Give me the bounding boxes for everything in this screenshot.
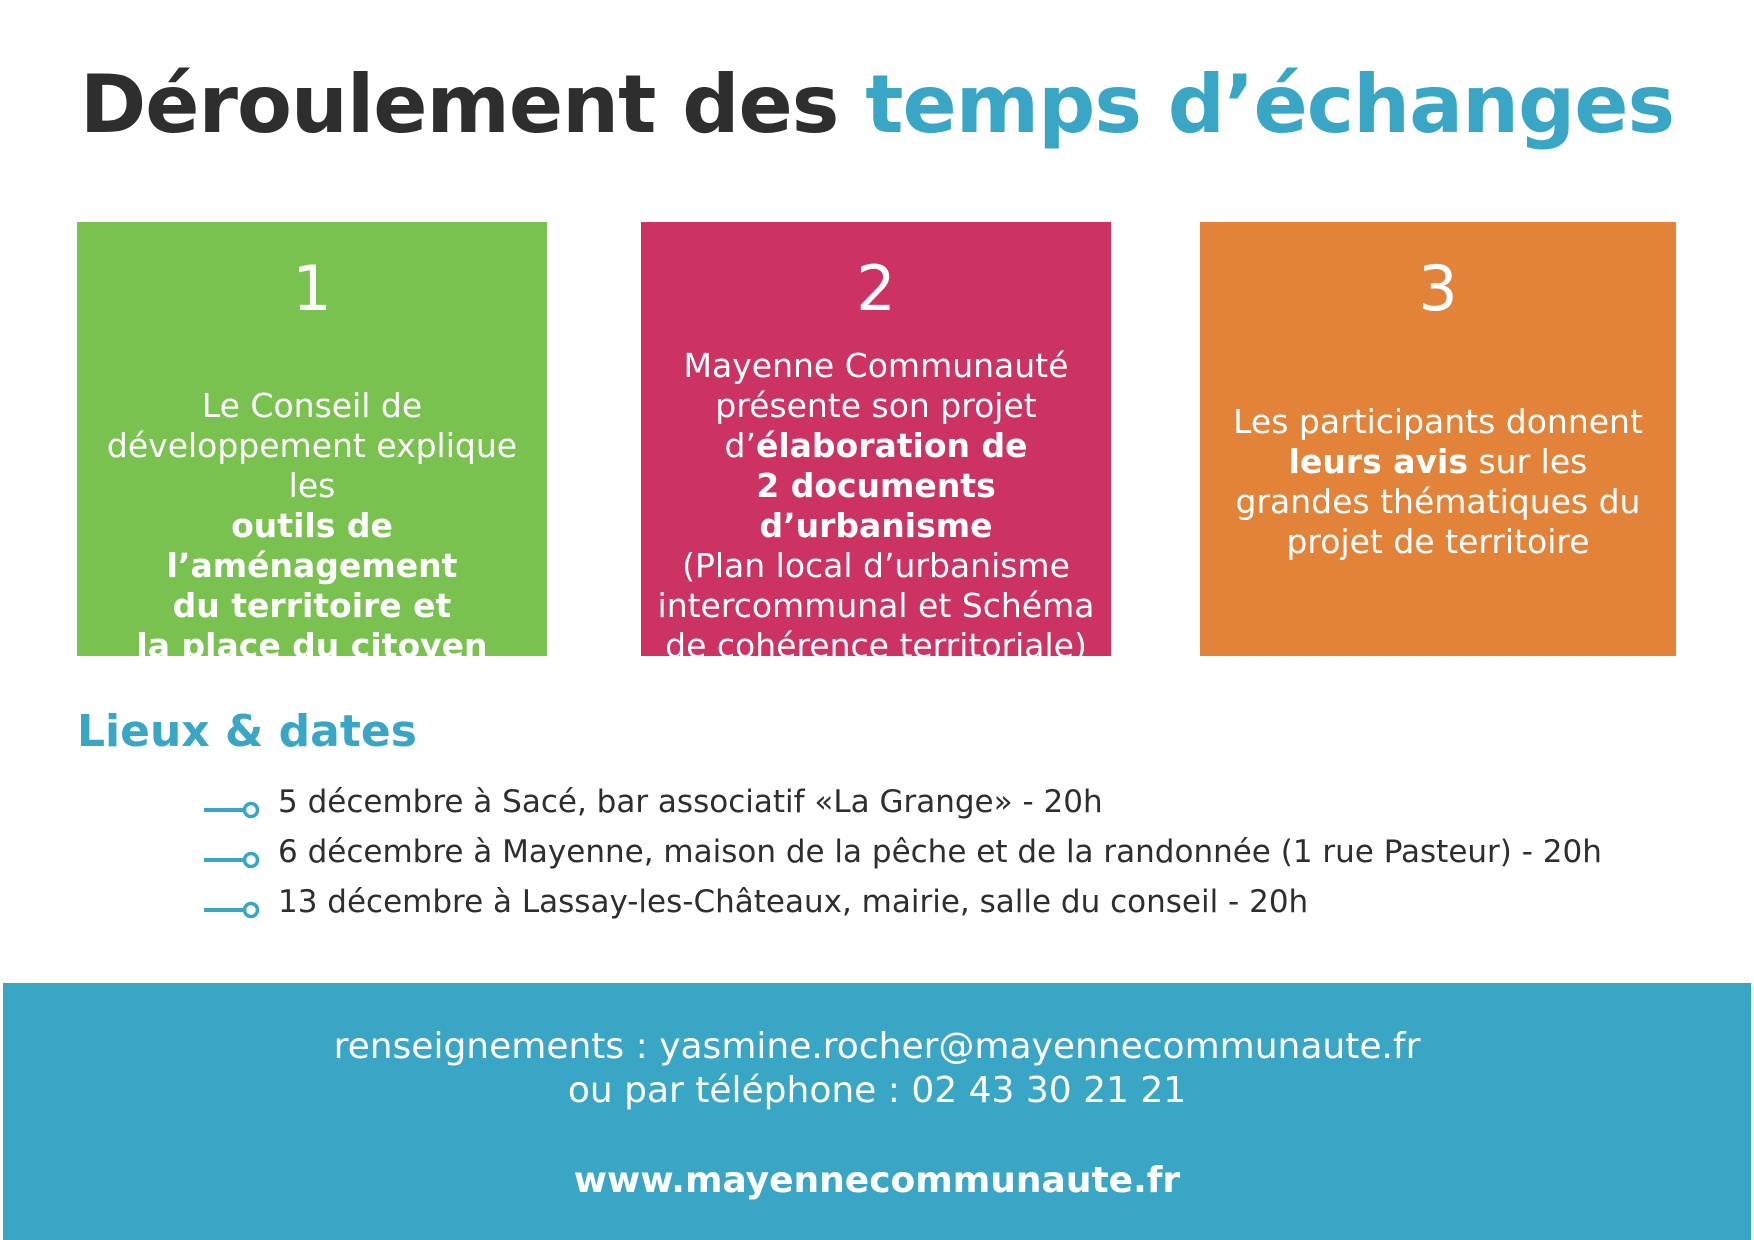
title-part-2: temps d’échanges (865, 58, 1675, 151)
description-line (85, 506, 539, 586)
plain-text: sur les (1468, 442, 1588, 481)
description-line (649, 546, 1103, 586)
description-line (649, 346, 1103, 386)
description-line (85, 426, 539, 506)
event-text: 6 décembre à Mayenne, maison de la pêche et de la randonnée (1 rue Pasteur) - 20h (278, 834, 1602, 870)
step-description (1208, 402, 1668, 562)
emphasis-text: 2 documents d’urbanisme (756, 466, 996, 545)
description-line (1208, 442, 1668, 482)
plain-text: développement explique les (106, 426, 518, 505)
plain-text: de cohérence territoriale) (665, 626, 1087, 665)
step-number: 3 (1418, 252, 1458, 325)
step-card-1 (77, 222, 547, 665)
timeline-bullet-icon (202, 800, 262, 820)
contact-footer (3, 983, 1751, 1240)
description-line (1208, 522, 1668, 562)
plain-text: Mayenne Communauté (683, 346, 1069, 385)
emphasis-text: du territoire et (172, 586, 452, 625)
description-line (649, 466, 1103, 546)
step-card-2 (641, 222, 1111, 665)
description-line (85, 626, 539, 666)
plain-text: (Plan local d’urbanisme (682, 546, 1070, 585)
step-description (85, 386, 539, 666)
description-line (85, 586, 539, 626)
plain-text: projet de territoire (1286, 522, 1590, 561)
step-number: 1 (292, 252, 332, 325)
description-line (649, 626, 1103, 666)
description-line (1208, 482, 1668, 522)
title-part-1: Déroulement des (79, 58, 866, 151)
description-line (649, 586, 1103, 626)
timeline-bullet-icon (202, 850, 262, 870)
contact-phone: ou par téléphone : 02 43 30 21 21 (567, 1070, 1187, 1111)
plain-text: intercommunal et Schéma (657, 586, 1095, 625)
event-text: 13 décembre à Lassay-les-Châteaux, mairie, salle du conseil - 20h (278, 884, 1309, 920)
timeline-bullet-icon (202, 900, 262, 920)
emphasis-text: élaboration de (755, 426, 1028, 465)
plain-text: présente son projet (715, 386, 1037, 425)
step-description (649, 346, 1103, 666)
event-text: 5 décembre à Sacé, bar associatif «La Grange» - 20h (278, 784, 1103, 820)
plain-text: Les participants donnent (1233, 402, 1643, 441)
contact-email[interactable]: renseignements : yasmine.rocher@mayennecommunaute.fr (333, 1026, 1421, 1067)
page-title (0, 58, 1754, 151)
website-link[interactable]: www.mayennecommunaute.fr (573, 1160, 1181, 1201)
description-line (649, 386, 1103, 426)
description-line (649, 426, 1103, 466)
plain-text: grandes thématiques du (1235, 482, 1641, 521)
emphasis-text: leurs avis (1288, 442, 1468, 481)
locations-title: Lieux & dates (77, 706, 417, 757)
description-line (85, 386, 539, 426)
plain-text: Le Conseil de (201, 386, 423, 425)
description-line (1208, 402, 1668, 442)
plain-text: d’ (724, 426, 756, 465)
emphasis-text: outils de l’aménagement (166, 506, 458, 585)
emphasis-text: la place du citoyen (136, 626, 488, 665)
step-card-3 (1200, 222, 1676, 656)
step-number: 2 (856, 252, 896, 325)
